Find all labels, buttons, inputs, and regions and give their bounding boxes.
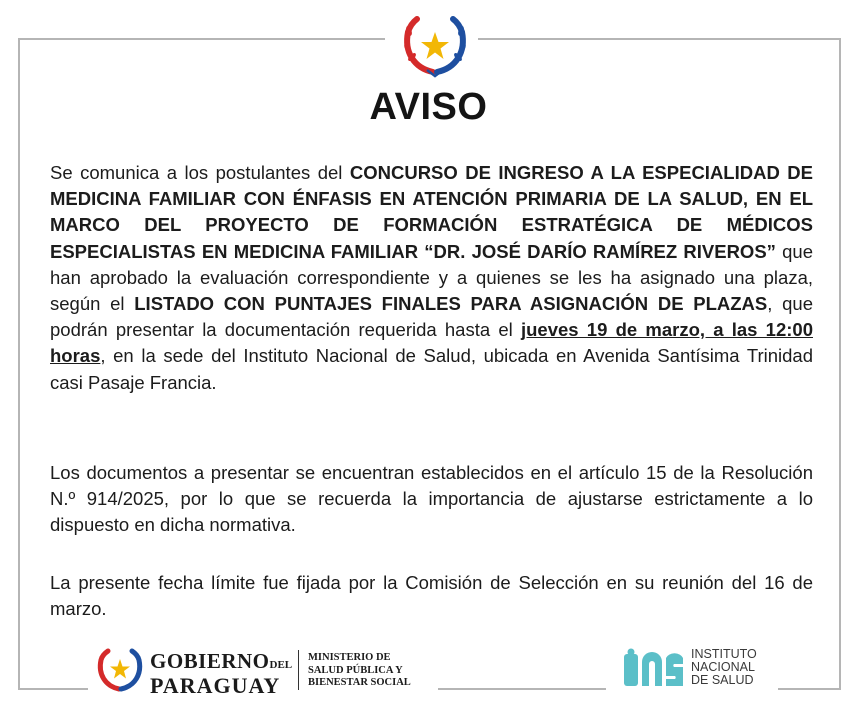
frame-top-left xyxy=(18,38,385,40)
p1-bold-listado: LISTADO CON PUNTAJES FINALES PARA ASIGNACIÓN DE PLAZAS xyxy=(134,293,768,315)
page-title: AVISO xyxy=(369,86,488,128)
ins-line-2: NACIONAL xyxy=(691,660,755,674)
paragraph-3: La presente fecha límite fue fijada por la Comisión de Selección en su reunión del 16 de marzo. xyxy=(50,572,813,620)
gov-line-1 xyxy=(150,651,292,675)
gov-gobierno: GOBIERNO xyxy=(150,649,270,673)
frame-bottom-right xyxy=(778,688,841,690)
logo-divider xyxy=(298,650,299,690)
ministry-line-1: MINISTERIO DE xyxy=(308,652,391,663)
paragraph-1 xyxy=(50,160,813,396)
p1-text-3: , que podrán presentar la documentación requerida hasta el xyxy=(50,293,813,341)
instituto-nacional-salud-logo xyxy=(624,646,784,692)
p1-deadline: jueves 19 de marzo, a las 12:00 horas xyxy=(50,319,813,367)
ministry-line-3: BIENESTAR SOCIAL xyxy=(308,677,411,688)
frame-left xyxy=(18,38,20,690)
frame-right xyxy=(839,38,841,690)
gobierno-paraguay-logo xyxy=(96,646,436,696)
p1-text-1: Se comunica a los postulantes del xyxy=(50,162,350,183)
paragraph-2: Los documentos a presentar se encuentran establecidos en el artículo 15 de la Resolución N.º 914/2025, por lo que se recuerda la importancia de ajustarse estrictamente a lo dispuesto en dicha normativa. xyxy=(50,462,813,536)
p1-text-2: que han aprobado la evaluación correspondiente y a quienes se les ha asignado una plaza, según el xyxy=(50,240,813,315)
ins-mark-icon xyxy=(624,648,684,688)
ministry-name xyxy=(308,652,411,690)
gov-del: DEL xyxy=(269,659,293,671)
ins-name xyxy=(691,648,757,687)
frame-bottom-mid xyxy=(438,688,606,690)
ministry-line-2: SALUD PÚBLICA Y xyxy=(308,664,403,676)
p1-bold-contest-name: CONCURSO DE INGRESO A LA ESPECIALIDAD DE MEDICINA FAMILIAR CON ÉNFASIS EN ATENCIÓN PRIMARIA DE LA SALUD, EN EL MARCO DEL PROYECTO DE FORMACIÓN ESTRATÉGICA DE MÉDICOS ESPECIALISTAS EN MEDICINA FAMILIAR “DR. JOSÉ DARÍO RAMÍREZ RIVEROS” xyxy=(50,162,813,262)
ins-line-1: INSTITUTO xyxy=(691,647,757,661)
p1-text-4: , en la sede del Instituto Nacional de Salud, ubicada en Avenida Santísima Trinidad casi Pasaje Francia. xyxy=(50,345,813,393)
gov-name xyxy=(150,651,292,697)
frame-top-right xyxy=(478,38,841,40)
ins-line-3: DE SALUD xyxy=(691,673,754,687)
national-seal-icon xyxy=(400,12,470,78)
gov-paraguay: PARAGUAY xyxy=(150,673,281,698)
gov-emblem-icon xyxy=(96,646,144,692)
frame-bottom-left xyxy=(18,688,88,690)
